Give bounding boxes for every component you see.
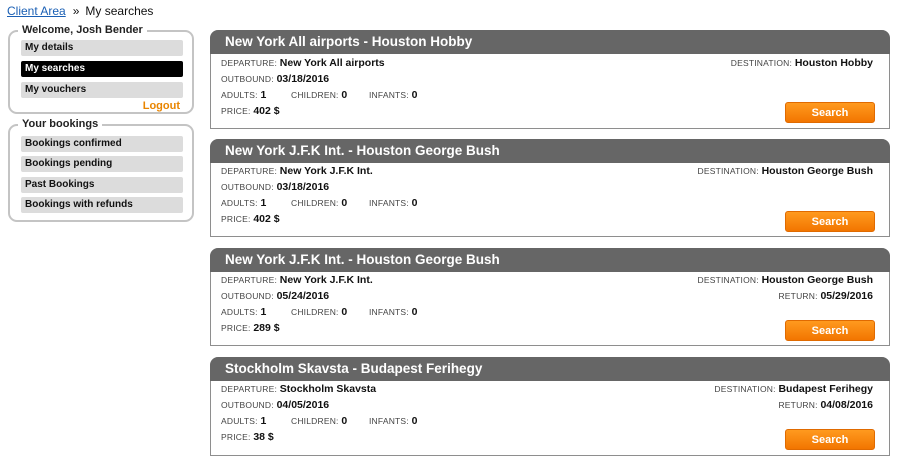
infants-label: INFANTS: xyxy=(369,90,409,100)
outbound-value: 04/05/2016 xyxy=(276,399,330,411)
search-button[interactable]: Search xyxy=(785,102,875,123)
destination-row xyxy=(731,57,873,69)
nav-my-details[interactable]: My details xyxy=(21,40,183,56)
infants-value: 0 xyxy=(411,306,418,318)
search-button[interactable]: Search xyxy=(785,211,875,232)
destination-label: DESTINATION: xyxy=(714,384,776,394)
adults-value: 1 xyxy=(260,306,267,318)
logout-link[interactable]: Logout xyxy=(142,100,180,112)
departure-value: New York J.F.K Int. xyxy=(279,274,373,286)
departure-row xyxy=(221,57,385,69)
bookings-heading: Your bookings xyxy=(18,118,102,130)
price-row xyxy=(221,431,274,443)
infants-row xyxy=(369,197,417,209)
account-panel xyxy=(8,24,194,114)
price-row xyxy=(221,322,280,334)
outbound-value: 03/18/2016 xyxy=(276,181,330,193)
children-value: 0 xyxy=(341,306,348,318)
infants-label: INFANTS: xyxy=(369,307,409,317)
departure-row xyxy=(221,165,373,177)
price-label: PRICE: xyxy=(221,214,251,224)
search-card xyxy=(210,139,890,237)
price-label: PRICE: xyxy=(221,106,251,116)
adults-row xyxy=(221,415,266,427)
destination-label: DESTINATION: xyxy=(697,166,759,176)
destination-value: Budapest Ferihegy xyxy=(778,383,873,395)
return-label: RETURN: xyxy=(778,400,818,410)
adults-row xyxy=(221,306,266,318)
search-card-title: New York J.F.K Int. - Houston George Bush xyxy=(210,139,890,163)
breadcrumb-client-area-link[interactable]: Client Area xyxy=(7,4,66,18)
infants-value: 0 xyxy=(411,197,418,209)
breadcrumb-separator: » xyxy=(72,4,80,18)
destination-label: DESTINATION: xyxy=(697,275,759,285)
destination-row xyxy=(698,274,873,286)
return-row xyxy=(778,399,873,411)
return-value: 05/29/2016 xyxy=(820,290,873,302)
search-card xyxy=(210,248,890,346)
return-row xyxy=(778,290,873,302)
outbound-row xyxy=(221,181,329,193)
departure-value: New York J.F.K Int. xyxy=(279,165,373,177)
price-row xyxy=(221,213,280,225)
outbound-row xyxy=(221,399,329,411)
bookings-panel xyxy=(8,118,194,222)
adults-row xyxy=(221,197,266,209)
destination-row xyxy=(698,165,873,177)
price-value: 38 $ xyxy=(253,431,274,443)
nav-bookings-with-refunds[interactable]: Bookings with refunds xyxy=(21,197,183,213)
adults-value: 1 xyxy=(260,197,267,209)
search-card-title: Stockholm Skavsta - Budapest Ferihegy xyxy=(210,357,890,381)
outbound-label: OUTBOUND: xyxy=(221,400,274,410)
destination-value: Houston George Bush xyxy=(761,274,873,286)
destination-value: Houston Hobby xyxy=(794,57,873,69)
children-value: 0 xyxy=(341,89,348,101)
children-label: CHILDREN: xyxy=(291,416,339,426)
infants-row xyxy=(369,306,417,318)
outbound-value: 05/24/2016 xyxy=(276,290,330,302)
breadcrumb xyxy=(7,4,153,18)
departure-value: New York All airports xyxy=(279,57,385,69)
nav-my-searches[interactable]: My searches xyxy=(21,61,183,77)
adults-label: ADULTS: xyxy=(221,198,258,208)
nav-my-vouchers[interactable]: My vouchers xyxy=(21,82,183,98)
infants-value: 0 xyxy=(411,415,418,427)
breadcrumb-current: My searches xyxy=(85,4,154,18)
adults-value: 1 xyxy=(260,415,267,427)
outbound-row xyxy=(221,290,329,302)
price-value: 289 $ xyxy=(253,322,280,334)
departure-label: DEPARTURE: xyxy=(221,384,278,394)
outbound-label: OUTBOUND: xyxy=(221,291,274,301)
children-label: CHILDREN: xyxy=(291,90,339,100)
welcome-heading: Welcome, Josh Bender xyxy=(18,24,147,36)
price-label: PRICE: xyxy=(221,432,251,442)
departure-row xyxy=(221,383,376,395)
return-label: RETURN: xyxy=(778,291,818,301)
price-value: 402 $ xyxy=(253,213,280,225)
children-row xyxy=(291,415,347,427)
search-button[interactable]: Search xyxy=(785,320,875,341)
destination-value: Houston George Bush xyxy=(761,165,873,177)
infants-row xyxy=(369,89,417,101)
destination-row xyxy=(714,383,873,395)
return-value: 04/08/2016 xyxy=(820,399,873,411)
adults-value: 1 xyxy=(260,89,267,101)
departure-row xyxy=(221,274,373,286)
departure-label: DEPARTURE: xyxy=(221,275,278,285)
adults-label: ADULTS: xyxy=(221,416,258,426)
infants-value: 0 xyxy=(411,89,418,101)
outbound-value: 03/18/2016 xyxy=(276,73,330,85)
infants-label: INFANTS: xyxy=(369,416,409,426)
search-card-title: New York J.F.K Int. - Houston George Bush xyxy=(210,248,890,272)
price-row xyxy=(221,105,280,117)
adults-label: ADULTS: xyxy=(221,307,258,317)
outbound-label: OUTBOUND: xyxy=(221,182,274,192)
children-label: CHILDREN: xyxy=(291,198,339,208)
infants-label: INFANTS: xyxy=(369,198,409,208)
children-value: 0 xyxy=(341,415,348,427)
search-card-title: New York All airports - Houston Hobby xyxy=(210,30,890,54)
children-row xyxy=(291,197,347,209)
children-row xyxy=(291,89,347,101)
adults-label: ADULTS: xyxy=(221,90,258,100)
search-card xyxy=(210,30,890,129)
outbound-row xyxy=(221,73,329,85)
departure-label: DEPARTURE: xyxy=(221,58,278,68)
nav-past-bookings[interactable]: Past Bookings xyxy=(21,177,183,193)
outbound-label: OUTBOUND: xyxy=(221,74,274,84)
children-value: 0 xyxy=(341,197,348,209)
search-button[interactable]: Search xyxy=(785,429,875,450)
children-row xyxy=(291,306,347,318)
destination-label: DESTINATION: xyxy=(730,58,793,68)
nav-bookings-pending[interactable]: Bookings pending xyxy=(21,156,183,172)
departure-value: Stockholm Skavsta xyxy=(279,383,377,395)
price-value: 402 $ xyxy=(253,105,280,117)
nav-bookings-confirmed[interactable]: Bookings confirmed xyxy=(21,136,183,152)
price-label: PRICE: xyxy=(221,323,251,333)
infants-row xyxy=(369,415,417,427)
adults-row xyxy=(221,89,266,101)
departure-label: DEPARTURE: xyxy=(221,166,278,176)
search-card xyxy=(210,357,890,456)
children-label: CHILDREN: xyxy=(291,307,339,317)
